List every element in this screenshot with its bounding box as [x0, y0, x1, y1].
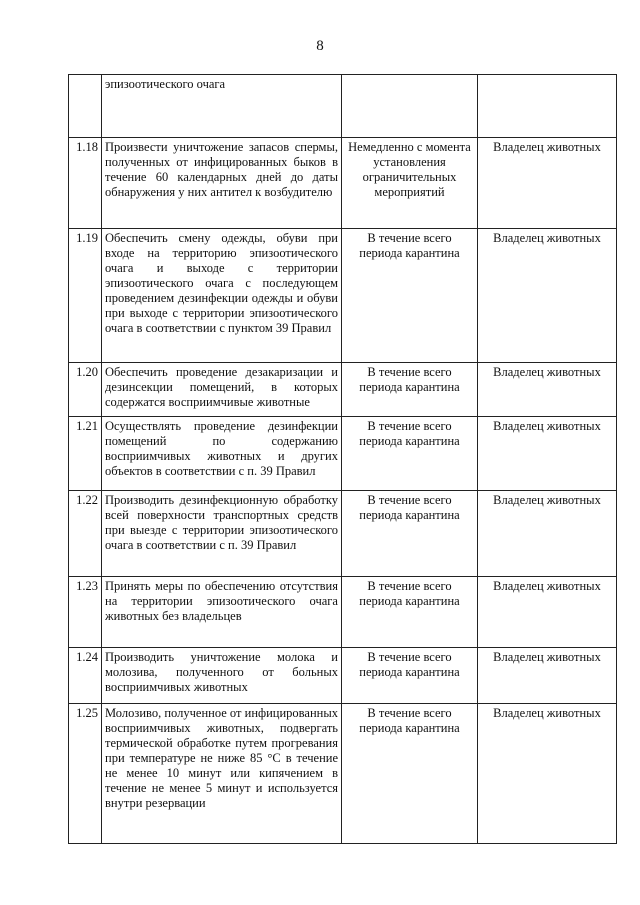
measure-text: Производить дезинфекционную обработку всей поверхности транспортных средств при выезде с территории эпизоотического очага в соответствии с п. 39 Правил [102, 491, 342, 577]
responsible-text: Владелец животных [478, 417, 617, 491]
measure-text: Принять меры по обеспечению отсутствия на территории эпизоотического очага животных без владельцев [102, 577, 342, 648]
deadline-text [342, 75, 478, 138]
row-number: 1.25 [69, 704, 102, 844]
responsible-text: Владелец животных [478, 648, 617, 704]
deadline-text: В течение всего периода карантина [342, 229, 478, 363]
table-row [69, 648, 617, 704]
deadline-text: В течение всего периода карантина [342, 363, 478, 417]
row-number [69, 75, 102, 138]
row-number: 1.20 [69, 363, 102, 417]
measure-text: Производить уничтожение молока и молозива, полученного от больных восприимчивых животных [102, 648, 342, 704]
measure-text: Обеспечить проведение дезакаризации и дезинсекции помещений, в которых содержатся восприимчивые животные [102, 363, 342, 417]
measure-text: Молозиво, полученное от инфицированных восприимчивых животных, подвергать термической обработке путем прогревания при температуре не ниже 85 °С в течение не менее 10 минут или кипячением в течение не менее 5 минут и используется внутри резервации [102, 704, 342, 844]
responsible-text: Владелец животных [478, 491, 617, 577]
deadline-text: Немедленно с момента установления ограничительных мероприятий [342, 138, 478, 229]
page-number: 8 [316, 38, 324, 54]
responsible-text [478, 75, 617, 138]
row-number: 1.18 [69, 138, 102, 229]
responsible-text: Владелец животных [478, 229, 617, 363]
responsible-text: Владелец животных [478, 363, 617, 417]
table-row [69, 229, 617, 363]
table-row [69, 491, 617, 577]
measure-text: Обеспечить смену одежды, обуви при входе на территорию эпизоотического очага и выходе с территории эпизоотического очага с последующем проведением дезинфекции одежды и обуви при выходе с территории эпизоотического очага в соответствии с пунктом 39 Правил [102, 229, 342, 363]
table-row [69, 363, 617, 417]
deadline-text: В течение всего периода карантина [342, 704, 478, 844]
row-number: 1.22 [69, 491, 102, 577]
responsible-text: Владелец животных [478, 704, 617, 844]
measures-table [68, 74, 617, 844]
row-number: 1.23 [69, 577, 102, 648]
measure-text: Произвести уничтожение запасов спермы, полученных от инфицированных быков в течение 60 календарных дней до даты обнаружения у них антител к возбудителю [102, 138, 342, 229]
responsible-text: Владелец животных [478, 138, 617, 229]
deadline-text: В течение всего периода карантина [342, 491, 478, 577]
responsible-text: Владелец животных [478, 577, 617, 648]
table-row [69, 577, 617, 648]
measure-text: Осуществлять проведение дезинфекции помещений по содержанию восприимчивых животных и других объектов в соответствии с п. 39 Правил [102, 417, 342, 491]
deadline-text: В течение всего периода карантина [342, 577, 478, 648]
row-number: 1.19 [69, 229, 102, 363]
table-row [69, 704, 617, 844]
table-row [69, 417, 617, 491]
deadline-text: В течение всего периода карантина [342, 417, 478, 491]
row-number: 1.21 [69, 417, 102, 491]
table-row [69, 75, 617, 138]
measure-text: эпизоотического очага [102, 75, 342, 138]
deadline-text: В течение всего периода карантина [342, 648, 478, 704]
table-row [69, 138, 617, 229]
row-number: 1.24 [69, 648, 102, 704]
